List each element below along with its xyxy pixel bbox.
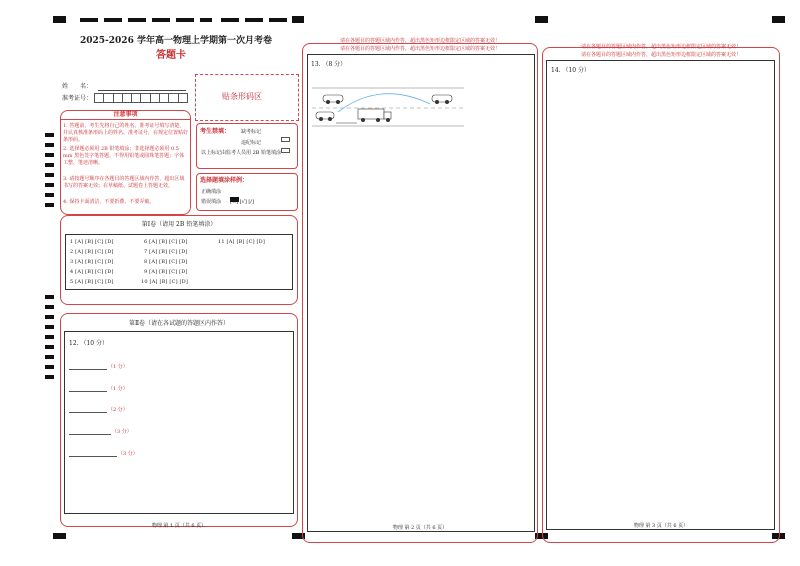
timing-mark xyxy=(45,315,54,319)
q12-blank-3[interactable] xyxy=(69,412,107,413)
notes-title: 注意事项 xyxy=(60,111,191,120)
timing-mark xyxy=(772,16,785,23)
mc-question-4[interactable]: 4 [A] [B] [C] [D] xyxy=(70,269,114,275)
timing-mark xyxy=(45,203,54,207)
part1-title: 第Ⅰ卷（请用 2B 铅笔填涂） xyxy=(141,221,217,228)
proctor-note: 以上标记由监考人员用 2B 铅笔填涂 xyxy=(201,150,282,156)
warning-top-3b: 请在各题目的答题区域内作答，超出黑色矩形边框限定区域的答案无效！ xyxy=(580,52,741,58)
note-item: 1. 答题前，考生先将自己的姓名、准考证号填写清楚，并认真核准条形码上的姓名、准考证号，在规定位置贴好条形码。 xyxy=(63,123,189,143)
mc-question-9[interactable]: 9 [A] [B] [C] [D] xyxy=(144,269,188,275)
q12-blank-1[interactable] xyxy=(69,369,107,370)
timing-mark xyxy=(45,183,54,187)
timing-mark xyxy=(221,18,239,22)
wrong-label: 错误填涂 xyxy=(201,199,222,205)
page-footer-2: 物理 第 2 页（共 6 页） xyxy=(392,525,448,531)
name-field[interactable] xyxy=(98,90,186,91)
timing-mark xyxy=(45,153,54,157)
note-item: 3. 请按题号顺序在各题目的答题区域内作答，超出区域书写的答案无效；在草稿纸、试题卷上答题无效。 xyxy=(63,176,185,189)
mc-question-8[interactable]: 8 [A] [B] [C] [D] xyxy=(144,259,188,265)
timing-mark xyxy=(45,305,54,309)
warning-top-3: 请在各题目的答题区域内作答，超出黑色矩形边框限定区域的答案无效！ xyxy=(580,44,741,50)
q12-label: 12. （10 分） xyxy=(69,340,108,347)
timing-mark xyxy=(152,18,170,22)
q13-road-diagram xyxy=(310,82,466,130)
mc-question-7[interactable]: 7 [A] [B] [C] [D] xyxy=(144,249,188,255)
page-footer-3: 物理 第 3 页（共 6 页） xyxy=(633,523,689,529)
timing-mark xyxy=(53,16,66,23)
q14-answer-area[interactable] xyxy=(546,60,775,530)
q12-score-3: （2 分） xyxy=(108,407,128,413)
warning-top-2b: 请在各题目的答题区域内作答，超出黑色矩形边框限定区域的答案无效！ xyxy=(339,46,500,52)
mc-question-3[interactable]: 3 [A] [B] [C] [D] xyxy=(70,259,114,265)
warning-top-2: 请在各题目的答题区域内作答，超出黑色矩形边框限定区域的答案无效！ xyxy=(339,38,500,44)
q12-score-4: （3 分） xyxy=(112,429,132,435)
page-footer-1: 物理 第 1 页（共 6 页） xyxy=(151,523,207,529)
violation-label: 违纪标记 xyxy=(241,140,262,146)
car-front-left xyxy=(323,95,343,104)
timing-mark xyxy=(269,18,287,22)
note-item: 4. 保持卡面清洁，不要折叠、不要弄破。 xyxy=(63,199,155,205)
correct-label: 正确填涂 xyxy=(201,189,222,195)
timing-mark xyxy=(128,18,146,22)
car-oncoming xyxy=(432,95,452,104)
timing-mark xyxy=(45,163,54,167)
timing-mark xyxy=(200,18,212,22)
timing-mark xyxy=(45,325,54,329)
absent-label: 缺考标记 xyxy=(241,129,262,135)
exam-title: 2025-2026 学年高一物理上学期第一次月考卷 xyxy=(80,36,272,46)
timing-mark xyxy=(80,18,98,22)
mc-question-1[interactable]: 1 [A] [B] [C] [D] xyxy=(70,239,114,245)
timing-mark xyxy=(292,16,304,23)
timing-mark xyxy=(245,18,263,22)
mc-question-11[interactable]: 11 [A] [B] [C] [D] xyxy=(218,239,266,245)
timing-mark xyxy=(45,295,54,299)
mc-question-2[interactable]: 2 [A] [B] [C] [D] xyxy=(70,249,114,255)
part2-title: 第Ⅱ卷（请在各试题的答题区内作答） xyxy=(128,320,230,327)
exam-no-label: 准考证号： xyxy=(62,95,93,102)
timing-mark xyxy=(45,355,54,359)
timing-mark xyxy=(45,193,54,197)
q13-label: 13. （8 分） xyxy=(311,61,347,68)
timing-mark xyxy=(45,173,54,177)
card-title: 答题卡 xyxy=(156,50,186,61)
q12-blank-4[interactable] xyxy=(69,434,111,435)
timing-mark xyxy=(45,365,54,369)
car-overtaking xyxy=(316,112,334,121)
timing-mark xyxy=(535,16,548,23)
timing-mark xyxy=(53,533,66,539)
timing-mark xyxy=(45,143,54,147)
timing-mark xyxy=(45,133,54,137)
q12-score-5: （3 分） xyxy=(118,451,138,457)
student-mark-label: 考生禁填： xyxy=(200,128,231,135)
mc-question-5[interactable]: 5 [A] [B] [C] [D] xyxy=(70,279,114,285)
note-item: 2. 选择题必须用 2B 铅笔填涂；非选择题必须用 0.5 mm 黑色签字笔答题，不得用铅笔或圆珠笔答题；字体工整、笔迹清晰。 xyxy=(63,146,185,166)
mc-question-6[interactable]: 6 [A] [B] [C] [D] xyxy=(144,239,188,245)
timing-mark xyxy=(45,345,54,349)
q12-score-1: （1 分） xyxy=(108,364,128,370)
q12-score-2: （1 分） xyxy=(108,386,128,392)
truck xyxy=(358,109,391,122)
q12-blank-5[interactable] xyxy=(69,456,117,457)
timing-mark xyxy=(45,335,54,339)
timing-mark xyxy=(104,18,122,22)
sample-title: 选择题填涂样例： xyxy=(200,177,249,184)
name-label: 姓 名： xyxy=(62,83,93,90)
timing-mark xyxy=(176,18,194,22)
mc-question-10[interactable]: 10 [A] [B] [C] [D] xyxy=(141,279,189,285)
exam-no-boxes[interactable] xyxy=(94,93,188,103)
timing-mark xyxy=(45,375,54,379)
q12-blank-2[interactable] xyxy=(69,391,107,392)
barcode-label: 贴条形码区 xyxy=(222,92,262,101)
q14-label: 14. （10 分） xyxy=(551,67,590,74)
wrong-examples: [×] [√] [/] xyxy=(230,199,254,205)
q12-answer-area[interactable] xyxy=(64,331,294,514)
